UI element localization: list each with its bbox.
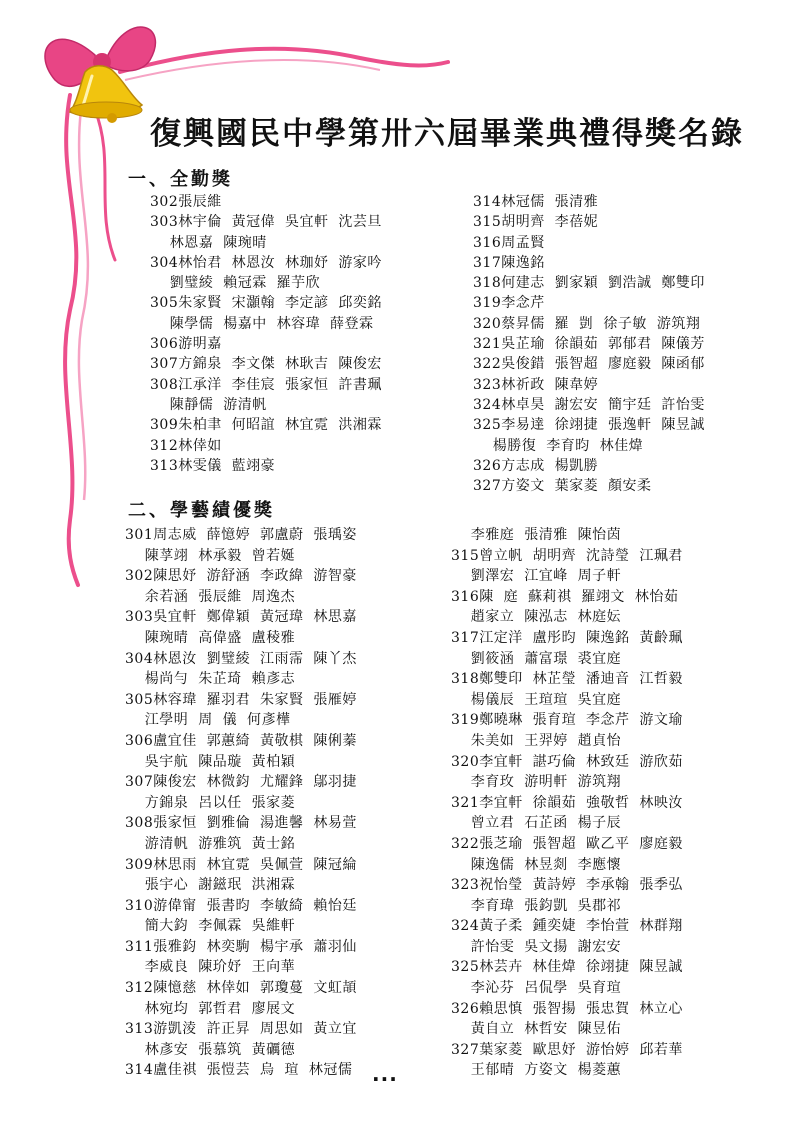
award-line: 322吳俊錯 張智超 廖庭毅 陳函郁 <box>473 356 705 373</box>
award-line: 劉璧綾 賴冠霖 羅芋欣 <box>150 275 321 292</box>
award-line: 322張芝瑜 張智超 歐乙平 廖庭毅 <box>451 835 683 852</box>
award-line: 306游明嘉 <box>150 336 222 353</box>
award-line: 王郁晴 方姿文 楊菱蕙 <box>451 1062 622 1079</box>
award-line: 307陳俊宏 林微鈞 尤耀鋒 鄔羽捷 <box>125 774 357 791</box>
award-line: 313林雯儀 藍翊豪 <box>150 457 276 474</box>
page-title: 復興國民中學第卅六屆畢業典禮得獎名錄 <box>150 116 744 152</box>
award-line: 323林祈政 陳韋婷 <box>473 376 599 393</box>
award-line: 308江承洋 李佳宸 張家恒 許書珮 <box>150 376 382 393</box>
award-line: 315曾立帆 胡明齊 沈詩瑩 江珮君 <box>451 547 683 564</box>
section-2-right-column <box>451 525 683 1081</box>
award-line: 307方錦泉 李文傑 林耿吉 陳俊宏 <box>150 356 382 373</box>
award-line: 305朱家賢 宋灝翰 李定諺 邱奕銘 <box>150 295 382 312</box>
section-1-right-column <box>473 192 705 496</box>
award-line: 朱美如 王羿婷 趙貞怡 <box>451 732 622 749</box>
award-line: 312陳憶慈 林倖如 郭瓊蔓 文虹頡 <box>125 980 357 997</box>
award-line: 314盧佳祺 張愷芸 烏 瑄 林冠儒 <box>125 1062 353 1079</box>
award-line: 林彥安 張慕筑 黃礪德 <box>125 1041 296 1058</box>
award-line: 310游偉甯 張書昀 李敏綺 賴怡廷 <box>125 897 357 914</box>
award-line: 320李宜軒 諶巧倫 林致廷 游欣茹 <box>451 753 683 770</box>
award-line: 李育瑋 張鈞凱 吳郡祁 <box>451 897 622 914</box>
award-line: 319李念芹 <box>473 295 545 312</box>
bow-knot <box>93 53 111 71</box>
award-line: 326方志成 楊凱勝 <box>473 457 599 474</box>
award-line: 林宛均 郭哲君 廖展文 <box>125 1000 296 1017</box>
award-line: 315胡明齊 李蓓妮 <box>473 214 599 231</box>
award-line: 325李易達 徐翊捷 張逸軒 陳昱誠 <box>473 417 705 434</box>
section-heading-perfect-attendance: 一、全勤獎 <box>128 169 233 190</box>
award-line: 321李宜軒 徐韻茹 強敬哲 林映汝 <box>451 794 683 811</box>
award-line: 余若涵 張辰維 周逸杰 <box>125 588 296 605</box>
award-line: 陳莩翊 林承毅 曾若娫 <box>125 547 296 564</box>
award-line: 326賴思慎 張智揚 張忠賀 林立心 <box>451 1000 683 1017</box>
award-line: 楊尚勻 朱芷琦 賴彥志 <box>125 671 296 688</box>
award-line: 李雅庭 張清雅 陳怡茵 <box>451 527 622 543</box>
ribbon-top-streamer-light <box>125 60 380 80</box>
award-line: 321吳芷瑜 徐韻茹 郭郁君 陳儀芳 <box>473 336 705 353</box>
bell-rim <box>70 102 142 118</box>
award-line: 李沁芬 呂侃學 吳育瑄 <box>451 980 622 997</box>
award-line: 楊勝復 李育昀 林佳煒 <box>473 437 644 454</box>
award-line: 319鄭曉琳 張育瑄 李念芹 游文瑜 <box>451 712 683 729</box>
award-line: 316周孟賢 <box>473 234 545 251</box>
award-line: 324黃子柔 鍾奕婕 李怡萱 林群翔 <box>451 918 683 935</box>
award-line: 301周志威 薛憶婷 郭盧蔚 張瑀姿 <box>125 527 357 543</box>
award-line: 陳逸儒 林昱剡 李應懷 <box>451 856 622 873</box>
award-line: 306盧宜佳 郭蕙綺 黃敬棋 陳俐蓁 <box>125 732 357 749</box>
section-1-left-column <box>150 192 382 476</box>
bow-left-loop <box>45 39 98 86</box>
award-line: 304林怡君 林恩汝 林珈妤 游家吟 <box>150 254 382 271</box>
award-line: 324林卓昊 謝宏安 簡宇廷 許怡雯 <box>473 396 705 413</box>
award-line: 陳琬晴 高偉盛 盧稜雅 <box>125 629 296 646</box>
award-line: 陳靜儒 游清帆 <box>150 396 267 413</box>
award-line: 楊儀辰 王瑄瑄 吳宜庭 <box>451 691 622 708</box>
section-heading-academic-excellence: 二、學藝績優獎 <box>128 500 275 521</box>
award-line: 316陳 庭 蘇莉祺 羅翊文 林怡茹 <box>451 588 679 605</box>
award-line: 314林冠儒 張清雅 <box>473 194 599 210</box>
award-line: 劉筱涵 蕭富璟 裘宜庭 <box>451 650 622 667</box>
award-line: 黃自立 林哲安 陳昱佑 <box>451 1021 622 1038</box>
award-line: 312林倖如 <box>150 437 222 454</box>
award-line: 320蔡昇儒 羅 剴 徐子敏 游筑翔 <box>473 315 701 332</box>
award-line: 303吳宜軒 鄭偉穎 黃冠瑋 林思嘉 <box>125 609 357 626</box>
award-line: 318鄭雙印 林芷瑩 潘迪音 江哲毅 <box>451 671 683 688</box>
award-line: 327方姿文 葉家菱 顏安柔 <box>473 478 652 495</box>
award-line: 303林宇倫 黃冠偉 吳宜軒 沈芸旦 <box>150 214 382 231</box>
award-line: 325林芸卉 林佳煒 徐翊捷 陳昱誠 <box>451 959 683 976</box>
bell-body <box>70 66 142 118</box>
award-line: 林恩嘉 陳琬晴 <box>150 234 267 251</box>
award-line: 302張辰維 <box>150 194 222 210</box>
award-line: 323祝怡瑩 黃詩婷 李承翰 張季弘 <box>451 877 683 894</box>
ribbon-left-streamer-light <box>79 100 88 500</box>
ribbon-left-streamer <box>65 95 78 585</box>
award-line: 308張家恒 劉雅倫 湯進馨 林易萱 <box>125 815 357 832</box>
award-line: 318何建志 劉家穎 劉浩誠 鄭雙印 <box>473 275 705 292</box>
award-line: 張宇心 謝鎡珉 洪湘霖 <box>125 877 296 894</box>
award-line: 309朱柏聿 何昭誼 林宜霓 洪湘霖 <box>150 417 382 434</box>
award-line: 305林容瑋 羅羽君 朱家賢 張雁婷 <box>125 691 357 708</box>
award-line: 趙家立 陳泓志 林庭妘 <box>451 609 622 626</box>
award-line: 許怡雯 吳文揚 謝宏安 <box>451 938 622 955</box>
award-line: 簡大鈞 李佩霖 吳維軒 <box>125 918 296 935</box>
award-line: 311張雅鈞 林奕駒 楊宇承 蕭羽仙 <box>125 938 357 955</box>
ribbon-left-streamer-2 <box>95 110 115 260</box>
bow-right-loop <box>108 27 155 71</box>
award-line: 302陳思妤 游舒涵 李政緯 游智豪 <box>125 568 357 585</box>
award-line: 江學明 周 儀 何彥樺 <box>125 712 291 729</box>
award-line: 317陳逸銘 <box>473 254 545 271</box>
continuation-mark: ... <box>372 1062 398 1086</box>
award-line: 方錦泉 呂以任 張家菱 <box>125 794 296 811</box>
award-line: 李威良 陳玠妤 王向華 <box>125 959 296 976</box>
award-line: 313游凱淩 許正昇 周思如 黃立宜 <box>125 1021 357 1038</box>
award-line: 327葉家菱 歐思妤 游怡婷 邱若華 <box>451 1041 683 1058</box>
bell-clapper <box>107 113 117 123</box>
award-line: 304林恩汝 劉璧綾 江雨霈 陳丫杰 <box>125 650 357 667</box>
ribbon-top-streamer <box>120 49 448 72</box>
award-line: 吳宇航 陳品璇 黃柏穎 <box>125 753 296 770</box>
award-line: 陳學儒 楊嘉中 林容瑋 薛登霖 <box>150 315 374 332</box>
award-line: 游清帆 游雅筑 黃士銘 <box>125 835 296 852</box>
award-line: 309林思雨 林宜霓 吳佩萱 陳冠綸 <box>125 856 357 873</box>
award-line: 317江定洋 盧彤昀 陳逸銘 黃齡珮 <box>451 629 683 646</box>
award-line: 劉澤宏 江宜峰 周子軒 <box>451 568 622 585</box>
award-line: 曾立君 石芷函 楊子辰 <box>451 815 622 832</box>
section-2-left-column <box>125 525 357 1081</box>
award-line: 李育玫 游明軒 游筑翔 <box>451 774 622 791</box>
